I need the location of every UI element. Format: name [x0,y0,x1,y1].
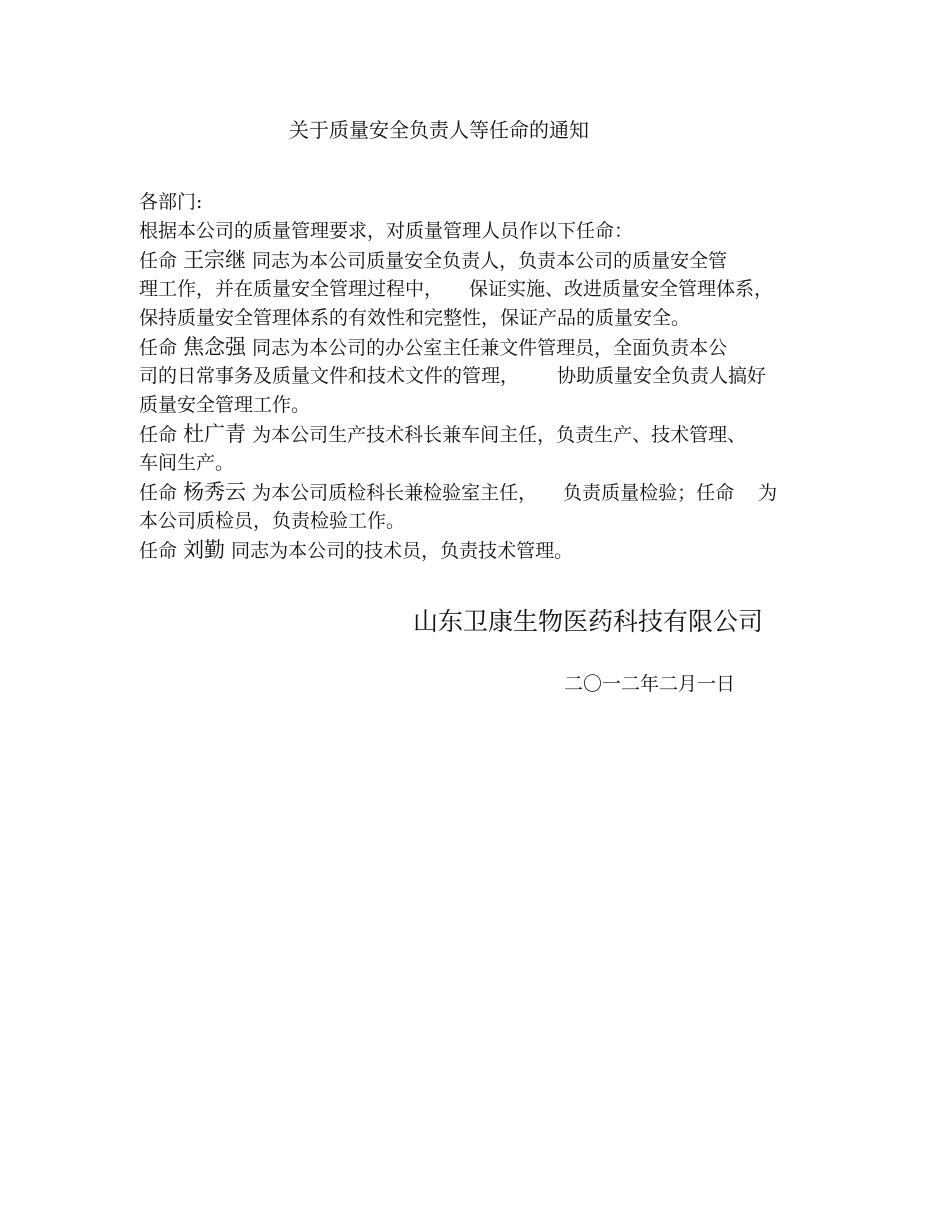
appointment-2-line-1 [139,333,829,362]
appointment-prefix: 任命 [139,482,178,504]
appointment-text: 理工作，并在质量安全管理过程中， [139,278,444,300]
appointee-name: 焦念强 [183,335,247,359]
appointment-3-line-2: 车间生产。 [139,452,235,474]
appointment-text: 同志为本公司的技术员，负责技术管理。 [231,540,574,562]
greeting-line: 各部门: [139,191,203,213]
appointment-text: 协助质量安全负责人搞好 [557,365,767,387]
appointment-text: 为本公司质检科长兼检验室主任， [252,482,538,504]
appointment-text: 同志为本公司质量安全负责人，负责本公司的质量安全管 [252,250,728,272]
document-body [139,188,829,565]
appointment-2-line-2 [139,362,829,391]
appointment-4-line-2: 本公司质检员，负责检验工作。 [139,510,406,532]
intro-line: 根据本公司的质量管理要求，对质量管理人员作以下任命： [139,220,634,242]
appointment-prefix: 任命 [139,337,178,359]
appointment-text: 保证实施、改进质量安全管理体系， [469,278,774,300]
appointee-name: 王宗继 [183,248,247,272]
appointment-text: 司的日常事务及质量文件和技术文件的管理， [139,365,520,387]
appointment-prefix: 任命 [139,540,178,562]
appointee-name: 杜广青 [183,422,247,446]
appointee-name: 刘勤 [183,538,226,562]
appointment-prefix: 任命 [139,424,178,446]
document-title: 关于质量安全负责人等任命的通知 [289,118,589,142]
appointment-3-line-1 [139,420,829,449]
appointment-1-line-3: 保持质量安全管理体系的有效性和完整性，保证产品的质量安全。 [139,307,691,329]
appointment-text: 为 [758,482,778,504]
appointment-1-line-1 [139,246,829,275]
appointment-5-line-1 [139,536,829,565]
appointment-text: 负责质量检验；任命 [563,482,735,504]
appointment-text: 为本公司生产技术科长兼车间主任，负责生产、技术管理、 [252,424,747,446]
appointment-prefix: 任命 [139,250,178,272]
appointment-1-line-2 [139,275,829,304]
company-name: 山东卫康生物医药科技有限公司 [413,607,764,636]
appointment-4-line-1 [139,478,829,507]
appointment-text: 同志为本公司的办公室主任兼文件管理员，全面负责本公 [252,337,728,359]
document-date: 二〇一二年二月一日 [564,673,736,695]
appointment-2-line-3: 质量安全管理工作。 [139,394,311,416]
appointee-name: 杨秀云 [183,480,247,504]
